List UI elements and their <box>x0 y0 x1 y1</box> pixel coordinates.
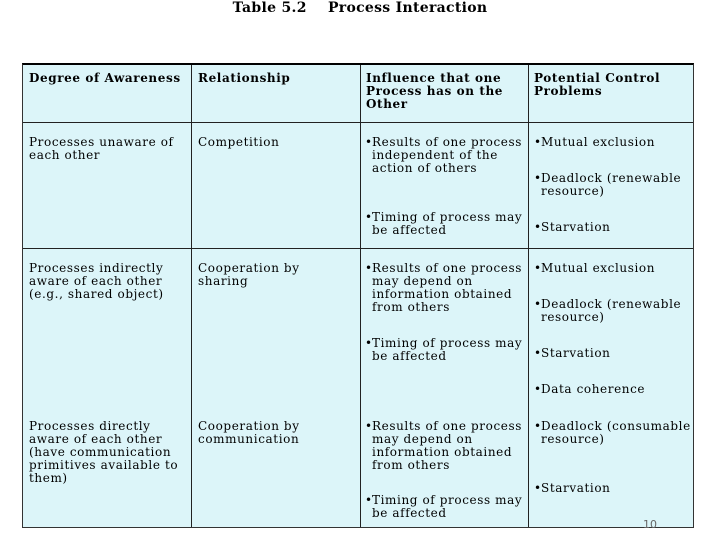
cell-relationship: Cooperation by sharing <box>198 261 300 288</box>
problem-item: • Starvation <box>534 481 611 495</box>
influence-item: • Timing of process may be affected <box>365 336 523 363</box>
row-divider <box>192 248 360 249</box>
table-number: Table 5.2 <box>232 0 307 16</box>
problem-item: • Starvation <box>534 220 611 234</box>
problem-text: Mutual exclusion <box>541 135 656 149</box>
problem-text: Deadlock (renewable resource) <box>541 297 682 324</box>
influence-item: • Results of one process may depend on information obtained from others <box>365 419 522 472</box>
problem-text: Deadlock (consumable resource) <box>541 419 691 446</box>
header-degree-of-awareness: Degree of Awareness <box>29 71 181 85</box>
problem-text: Starvation <box>541 481 611 495</box>
problem-item: • Deadlock (renewable resource) <box>534 297 682 324</box>
influence-item: • Timing of process may be affected <box>365 493 523 520</box>
cell-awareness: Processes unaware of each other <box>29 135 174 162</box>
problem-item: • Data coherence <box>534 382 646 396</box>
row-divider <box>529 248 693 249</box>
cell-relationship: Cooperation by communication <box>198 419 300 446</box>
problem-item: • Mutual exclusion <box>534 135 656 149</box>
header-control-problems: Potential Control Problems <box>534 71 661 98</box>
header-divider <box>23 122 693 123</box>
process-interaction-table <box>22 63 694 528</box>
cell-relationship: Competition <box>198 135 280 149</box>
header-relationship: Relationship <box>198 71 291 85</box>
influence-text: Results of one process may depend on information obtained from others <box>372 419 522 472</box>
problem-item: • Mutual exclusion <box>534 261 656 275</box>
problem-item: • Deadlock (consumable resource) <box>534 419 691 446</box>
header-influence: Influence that one Process has on the Other <box>366 71 504 111</box>
column-divider <box>528 65 529 527</box>
problem-text: Mutual exclusion <box>541 261 656 275</box>
column-divider <box>191 65 192 527</box>
table-caption: Process Interaction <box>327 0 488 16</box>
problem-text: Starvation <box>541 220 611 234</box>
cell-awareness: Processes directly aware of each other (have communication primitives available to them) <box>29 419 179 485</box>
table-title <box>0 0 720 16</box>
influence-item: • Results of one process may depend on information obtained from others <box>365 261 522 314</box>
influence-text: Timing of process may be affected <box>372 210 523 237</box>
problem-text: Deadlock (renewable resource) <box>541 171 682 198</box>
problem-text: Starvation <box>541 346 611 360</box>
column-divider <box>360 65 361 527</box>
cell-awareness: Processes indirectly aware of each other (e.g., shared object) <box>29 261 164 301</box>
page-number: 10 <box>643 518 657 531</box>
influence-text: Results of one process may depend on information obtained from others <box>372 261 522 314</box>
row-divider <box>361 248 528 249</box>
problem-item: • Starvation <box>534 346 611 360</box>
influence-text: Results of one process independent of the action of others <box>372 135 522 175</box>
row-divider <box>23 248 191 249</box>
problem-text: Data coherence <box>541 382 646 396</box>
influence-text: Timing of process may be affected <box>372 493 523 520</box>
influence-text: Timing of process may be affected <box>372 336 523 363</box>
problem-item: • Deadlock (renewable resource) <box>534 171 682 198</box>
influence-item: • Results of one process independent of the action of others <box>365 135 522 175</box>
influence-item: • Timing of process may be affected <box>365 210 523 237</box>
